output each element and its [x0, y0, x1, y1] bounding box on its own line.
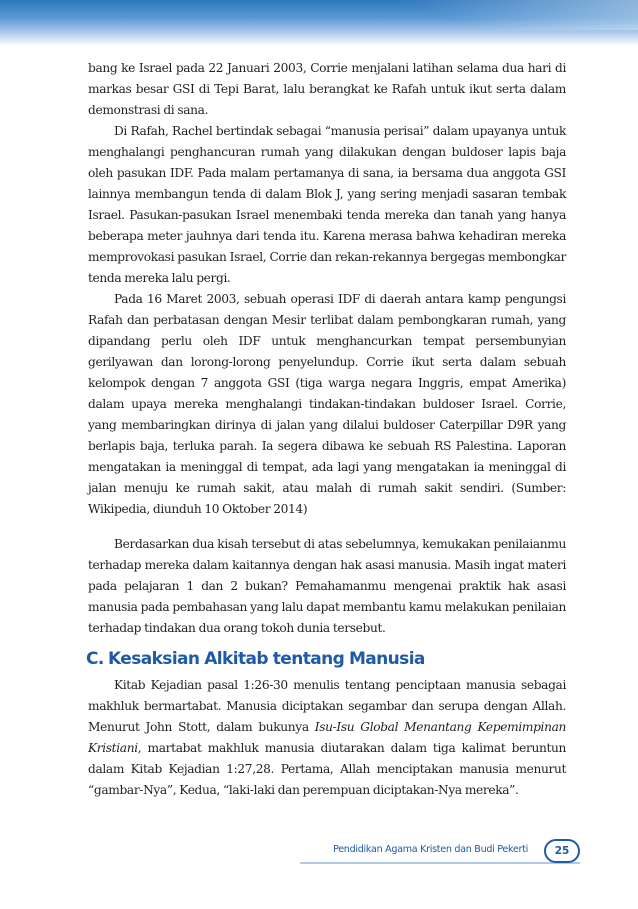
- header-band: [0, 0, 638, 46]
- paragraph-march-2003: Pada 16 Maret 2003, sebuah operasi IDF di daerah antara kamp pengungsi Rafah dan perbatasan dengan Mesir terlibat dalam pembongkaran rumah, yang dipandang perlu oleh IDF untuk menghancurkan tempat persembunyian gerilyawan dan lorong-lorong penyelundup. Corrie ikut serta dalam sebuah kelompok dengan 7 anggota GSI (tiga warga negara Inggris, empat Amerika) dalam upaya mereka menghalangi tindakan-tindakan buldoser Israel. Corrie, yang membaringkan dirinya di jalan yang dilalui buldoser Caterpillar D9R yang berlapis baja, terluka parah. Ia segera dibawa ke sebuah RS Palestina. Laporan mengatakan ia meninggal di tempat, ada lagi yang mengatakan ia meninggal di jalan menuju ke rumah sakit, atau malah di rumah sakit sendiri. (Sumber: Wikipedia, diunduh 10 Oktober 2014): [88, 292, 566, 516]
- paragraph-genesis-part-2: , martabat makhluk manusia diutarakan dalam tiga kalimat beruntun dalam Kitab Kejadian 1:27,28. Pertama, Allah menciptakan manusia menurut “gambar-Nya”, Kedua, “laki-laki dan perempuan diciptakan-Nya mereka”.: [88, 741, 566, 797]
- paragraph-rafah: Di Rafah, Rachel bertindak sebagai “manusia perisai” dalam upayanya untuk menghalangi penghancuran rumah yang dilakukan dengan buldoser lapis baja oleh pasukan IDF. Pada malam pertamanya di sana, ia bersama dua anggota GSI lainnya membangun tenda di dalam Blok J, yang sering menjadi sasaran tembak Israel. Pasukan-pasukan Israel menembaki tenda mereka dan tanah yang hanya beberapa meter jauhnya dari tenda itu. Karena merasa bahwa kehadiran mereka memprovokasi pasukan Israel, Corrie dan rekan-rekannya bergegas membongkar tenda mereka lalu pergi.: [88, 124, 566, 285]
- book-title-italic: Isu-Isu Global Menantang Kepemimpinan Kristiani: [88, 720, 566, 755]
- page-body: [88, 58, 566, 801]
- paragraph-genesis: [88, 675, 566, 801]
- section-letter: C.: [86, 649, 104, 669]
- section-heading: [86, 647, 566, 671]
- page-footer: [300, 839, 580, 863]
- page-number-badge: 25: [544, 839, 580, 863]
- paragraph-gap: [88, 520, 566, 534]
- paragraph-assessment: Berdasarkan dua kisah tersebut di atas sebelumnya, kemukakan penilaianmu terhadap mereka dalam kaitannya dengan hak asasi manusia. Masih ingat materi pada pelajaran 1 dan 2 bukan? Pemahamanmu mengenai praktik hak asasi manusia pada pembahasan yang lalu dapat membantu kamu melakukan penilaian terhadap tindakan dua orang tokoh dunia tersebut.: [88, 537, 566, 635]
- paragraph-genesis-part-1: Kitab Kejadian pasal 1:26-30 menulis tentang penciptaan manusia sebagai makhluk bermartabat. Manusia diciptakan segambar dan serupa dengan Allah. Menurut John Stott, dalam bukunya: [88, 678, 566, 734]
- paragraph-continuation: bang ke Israel pada 22 Januari 2003, Corrie menjalani latihan selama dua hari di markas besar GSI di Tepi Barat, lalu berangkat ke Rafah untuk ikut serta dalam demonstrasi di sana.: [88, 61, 566, 117]
- section-title: Kesaksian Alkitab tentang Manusia: [108, 649, 425, 669]
- footer-rule: [300, 862, 580, 864]
- footer-book-title: Pendidikan Agama Kristen dan Budi Pekerti: [333, 844, 528, 855]
